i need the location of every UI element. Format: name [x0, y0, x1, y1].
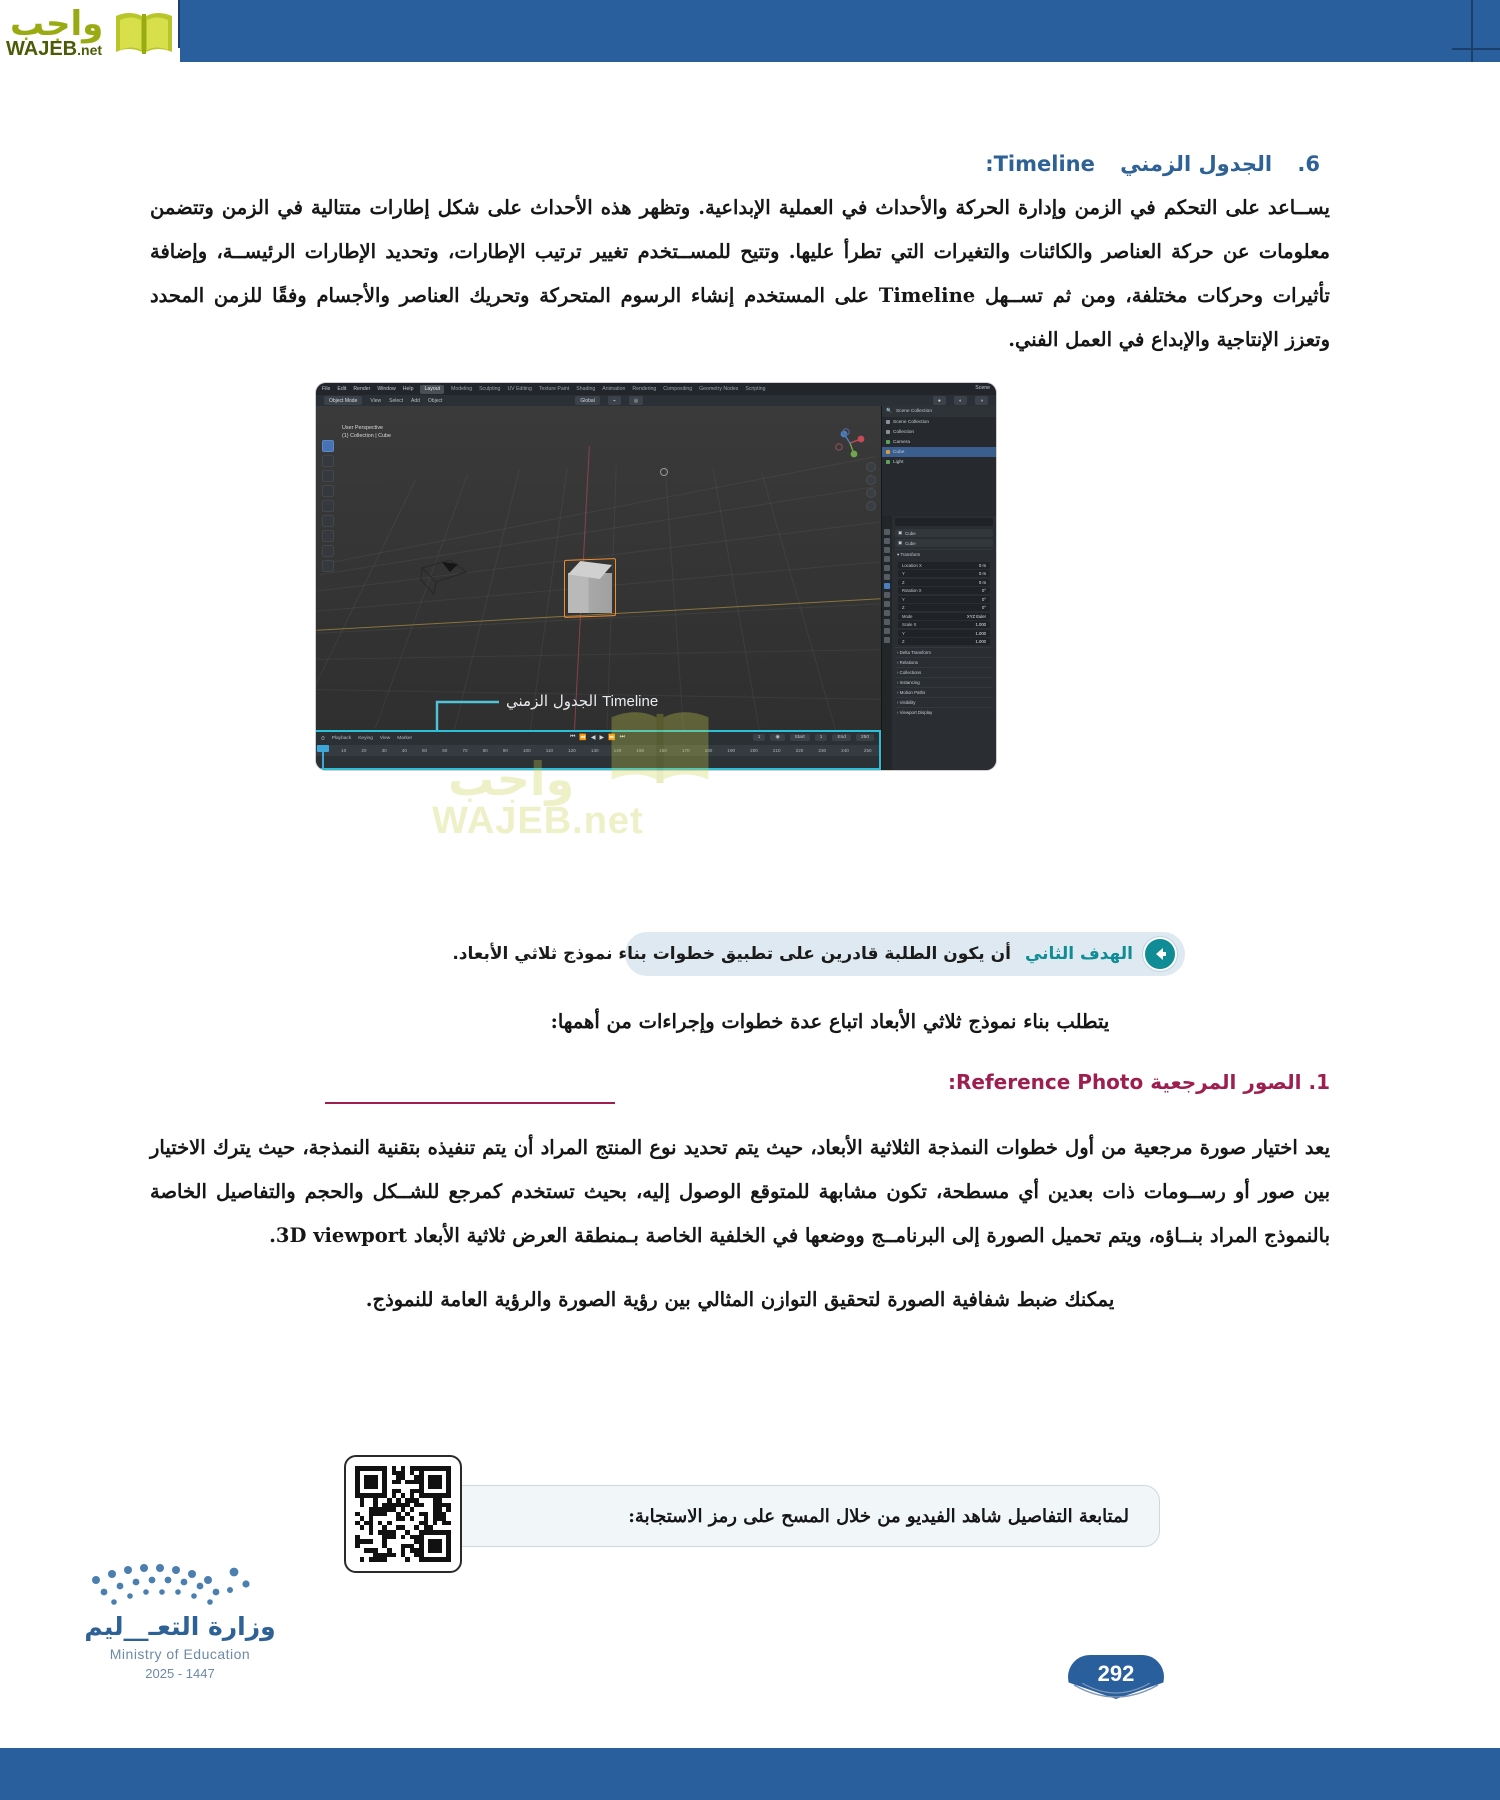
- navigation-gizmo-icon[interactable]: [835, 428, 865, 458]
- qr-module: [378, 1557, 383, 1562]
- next-keyframe-icon[interactable]: ⏩: [608, 734, 616, 741]
- qr-module: [428, 1557, 433, 1562]
- property-section-header[interactable]: › Motion Paths: [895, 687, 993, 697]
- viewport-header: [316, 395, 996, 406]
- timeline-callout-label: [506, 692, 658, 710]
- qr-module: [446, 1557, 451, 1562]
- crop-mark-horizontal-right: [1452, 48, 1500, 50]
- bottom-band: [0, 1748, 1500, 1800]
- material-tab-icon[interactable]: [884, 637, 890, 643]
- ortho-toggle-icon[interactable]: [866, 501, 876, 511]
- outliner-label-scene-collection: Scene Collection: [893, 419, 929, 425]
- workspace-tab-scripting[interactable]: Scripting: [745, 386, 766, 392]
- timeline-tick: 170: [681, 748, 690, 753]
- timeline-tick: 210: [772, 748, 781, 753]
- ministry-name-ar: وزارة التعـ__ليم: [84, 1612, 276, 1641]
- tool-annotate-icon[interactable]: [322, 530, 334, 542]
- timeline-callout-connector: [429, 698, 501, 730]
- property-field[interactable]: Location X 0 m: [898, 562, 990, 569]
- objective-text: أن يكون الطلبة قادرين على تطبيق خطوات بناء نموذج ثلاثي الأبعاد.: [452, 944, 1011, 964]
- menu-file[interactable]: File: [322, 386, 331, 392]
- properties-tab-strip[interactable]: [882, 516, 892, 770]
- subsection-heading: [150, 1070, 1330, 1099]
- outliner-label-light: Light: [893, 459, 904, 465]
- scene-tab-icon[interactable]: [884, 565, 890, 571]
- timeline-callout-label-ar: الجدول الزمني: [506, 692, 598, 710]
- qr-module: [382, 1557, 387, 1562]
- blender-top-bar: [316, 383, 996, 395]
- outliner-viewlayer-label: Scene Collection: [895, 409, 932, 414]
- qr-module: [373, 1557, 378, 1562]
- outliner-label-camera: Camera: [893, 439, 911, 445]
- property-field[interactable]: Mode XYZ Euler: [898, 613, 990, 620]
- particles-tab-icon[interactable]: [884, 601, 890, 607]
- open-book-icon: [112, 6, 176, 58]
- timeline-tick: 120: [568, 748, 576, 753]
- menu-window[interactable]: Window: [377, 386, 396, 392]
- qr-module: [387, 1557, 392, 1562]
- property-field[interactable]: Scale X 1.000: [898, 621, 990, 628]
- timeline-tick: 190: [727, 748, 736, 753]
- workspace-tab-geometry-nodes[interactable]: Geometry Nodes: [699, 386, 739, 392]
- camera-icon: [886, 440, 890, 444]
- constraint-tab-icon[interactable]: [884, 619, 890, 625]
- mesh-icon: [886, 450, 890, 454]
- subsection-underline: [325, 1102, 615, 1104]
- brand-arabic-text: واجب: [10, 4, 104, 44]
- crop-mark-vertical-right: [1471, 0, 1473, 62]
- jump-end-icon[interactable]: ⏭: [619, 733, 626, 740]
- transform-orientation-selector[interactable]: Global: [575, 396, 599, 405]
- data-tab-icon[interactable]: [884, 628, 890, 634]
- tool-transform-icon[interactable]: [322, 515, 334, 527]
- watermark-latin: WAJEB.net: [432, 800, 644, 842]
- viewport-toolbar[interactable]: [320, 440, 334, 572]
- qr-module: [355, 1557, 360, 1562]
- timeline-tick: 50: [421, 748, 428, 753]
- section-title-ar: الجدول الزمني: [1120, 152, 1273, 176]
- qr-module: [424, 1557, 429, 1562]
- 3d-viewport[interactable]: [316, 406, 881, 730]
- outliner-row-scene-collection[interactable]: [882, 417, 996, 427]
- workspace-tab-texture-paint[interactable]: Texture Paint: [538, 386, 570, 392]
- tool-cursor-icon[interactable]: [322, 455, 334, 467]
- output-tab-icon[interactable]: [884, 547, 890, 553]
- camera-view-icon[interactable]: [866, 488, 876, 498]
- property-field[interactable]: Rotation X 0°: [898, 587, 990, 594]
- timeline-header: [316, 732, 879, 745]
- property-section-header[interactable]: › Visibility: [895, 697, 993, 707]
- timeline-track-area[interactable]: [316, 756, 879, 768]
- property-section-header[interactable]: › Viewport Display: [895, 707, 993, 717]
- timeline-frame-ruler[interactable]: [316, 745, 879, 756]
- start-frame-label: Start: [790, 734, 810, 741]
- object-tab-icon[interactable]: [884, 583, 890, 589]
- timeline-menu-playback[interactable]: Playback: [331, 736, 352, 741]
- qr-module: [433, 1557, 438, 1562]
- qr-module: [401, 1557, 406, 1562]
- timeline-tick: 200: [750, 748, 758, 753]
- timeline-menu-view[interactable]: View: [379, 736, 391, 741]
- outliner-label-collection: Collection: [893, 429, 915, 435]
- properties-collapsed-sections: [895, 647, 993, 717]
- property-section-header[interactable]: › Instancing: [895, 677, 993, 687]
- render-tab-icon[interactable]: [884, 538, 890, 544]
- section-number: 6.: [1297, 152, 1320, 176]
- timeline-frame-controls[interactable]: [753, 734, 874, 741]
- object-mode-selector[interactable]: Object Mode: [324, 396, 362, 405]
- objective-title: الهدف الثاني: [1024, 944, 1133, 964]
- property-field[interactable]: Z 0°: [898, 604, 990, 611]
- workspace-tab-uv-editing[interactable]: UV Editing: [507, 386, 532, 392]
- top-band: [0, 0, 1500, 62]
- viewlayer-tab-icon[interactable]: [884, 556, 890, 562]
- qr-module: [396, 1557, 401, 1562]
- workspace-tab-modeling[interactable]: Modeling: [451, 386, 473, 392]
- timeline-tick: 180: [704, 748, 713, 753]
- timeline-tick: 160: [659, 748, 667, 753]
- qr-module: [392, 1557, 397, 1562]
- scene-selector[interactable]: Scene: [975, 385, 990, 391]
- qr-module: [405, 1557, 410, 1562]
- collection-icon: [886, 420, 890, 424]
- timeline-tick: 100: [523, 748, 531, 753]
- world-tab-icon[interactable]: [884, 574, 890, 580]
- tool-measure-icon[interactable]: [322, 545, 334, 557]
- timeline-tick: 90: [502, 748, 508, 753]
- menu-render[interactable]: Render: [353, 386, 371, 392]
- intro-paragraph: يتطلب بناء نموذج ثلاثي الأبعاد اتباع عدة خطوات وإجراءات من أهمها:: [550, 1010, 1110, 1033]
- properties-content: [892, 516, 996, 770]
- tool-scale-icon[interactable]: [322, 500, 334, 512]
- timeline-tick: 80: [482, 748, 488, 753]
- workspace-tab-rendering[interactable]: Rendering: [632, 386, 657, 392]
- timeline-tick: 70: [462, 748, 468, 753]
- proportional-edit-icon[interactable]: ◎: [629, 396, 643, 405]
- timeline-editor[interactable]: [316, 730, 881, 770]
- play-icon[interactable]: ▶: [599, 734, 605, 741]
- mesh-icon: ▣: [898, 530, 903, 535]
- section-paragraph: يســاعد على التحكم في الزمن وإدارة الحركة والأحداث في العملية الإبداعية. وتظهر هذه الأحداث على شكل إطارات متتالية في الزمن وتتضمن معلومات عن حركة العناصر والكائنات والتغيرات التي تطرأ عليها. وتتيح للمســتخدم تغيير ترتيب الإطارات، وتحديد الإطارات الرئيســة، وإضافة تأثيرات وحركات مختلفة، ومن ثم تســهل Timeline على المستخدم إنشاء الرسوم المتحركة وتحريك العناصر والأجسام وفقًا للزمن المحدد وتعزز الإنتاجية والإبداع في العمل الفني.: [150, 196, 1330, 351]
- property-field[interactable]: Y 0°: [898, 596, 990, 603]
- shading-rendered-icon[interactable]: ◑: [975, 396, 988, 405]
- timeline-editor-type-icon[interactable]: ⏱: [321, 736, 325, 742]
- outliner-panel[interactable]: [881, 406, 996, 516]
- shading-material-icon[interactable]: ◐: [954, 396, 967, 405]
- workspace-tab-sculpting[interactable]: Sculpting: [479, 386, 501, 392]
- qr-module: [442, 1557, 447, 1562]
- subsection-title-en: Reference Photo:: [948, 1070, 1144, 1094]
- timeline-tick: 150: [636, 748, 645, 753]
- viewport-menu-object[interactable]: Object: [427, 397, 443, 404]
- timeline-tick: 130: [590, 748, 599, 753]
- tool-move-icon[interactable]: [322, 470, 334, 482]
- qr-module: [414, 1557, 419, 1562]
- viewport-menu-add[interactable]: Add: [411, 397, 420, 404]
- pan-icon[interactable]: [866, 475, 876, 485]
- zoom-icon[interactable]: [866, 462, 876, 472]
- tool-add-cube-icon[interactable]: [322, 560, 334, 572]
- qr-module: [410, 1557, 415, 1562]
- ministry-dots-icon: [84, 1550, 264, 1608]
- objective-banner: [452, 932, 1185, 976]
- physics-tab-icon[interactable]: [884, 610, 890, 616]
- qr-module: [419, 1557, 424, 1562]
- timeline-tick: 40: [401, 748, 407, 753]
- current-frame-field[interactable]: 1: [753, 734, 766, 741]
- play-reverse-icon[interactable]: ◀: [590, 734, 596, 741]
- timeline-tick: 60: [442, 748, 448, 753]
- viewport-menu-view[interactable]: View: [370, 397, 382, 404]
- light-object-icon[interactable]: [660, 468, 668, 476]
- auto-keying-icon[interactable]: ◉: [770, 734, 784, 741]
- timeline-playhead-handle[interactable]: [317, 745, 329, 752]
- cube-selection-outline: [564, 558, 616, 618]
- outliner-row-cube[interactable]: [882, 447, 996, 457]
- timeline-tick: 250: [863, 748, 872, 753]
- outliner-header: [882, 406, 996, 417]
- properties-breadcrumb-scene: ▣ Cube: [895, 529, 993, 537]
- timeline-tick: 10: [341, 748, 347, 753]
- qr-module: [364, 1557, 369, 1562]
- site-brand: [4, 2, 180, 60]
- arrow-left-circle-icon: [1143, 937, 1177, 971]
- qr-module: [437, 1557, 442, 1562]
- menu-help[interactable]: Help: [402, 386, 414, 392]
- blender-screenshot: [316, 383, 996, 770]
- property-section-header[interactable]: › Relations: [895, 657, 993, 667]
- start-frame-field[interactable]: 1: [815, 734, 828, 741]
- property-section-header[interactable]: › Collections: [895, 667, 993, 677]
- timeline-menu-marker[interactable]: Marker: [397, 736, 413, 741]
- qr-module: [360, 1557, 365, 1562]
- timeline-tick: 140: [613, 748, 622, 753]
- end-frame-field[interactable]: 250: [856, 734, 874, 741]
- cube-object[interactable]: [562, 561, 620, 619]
- viewport-nav-controls[interactable]: [865, 462, 876, 511]
- property-field[interactable]: Y 1.000: [898, 630, 990, 637]
- section-heading: [150, 152, 1330, 176]
- page-number-badge: [1068, 1655, 1164, 1699]
- property-field[interactable]: Y 0 m: [898, 570, 990, 577]
- timeline-tick: 110: [545, 748, 554, 753]
- timeline-tick: 30: [381, 748, 387, 753]
- snapping-icon[interactable]: ⌁: [608, 396, 621, 405]
- tool-rotate-icon[interactable]: [322, 485, 334, 497]
- outliner-row-collection[interactable]: [882, 427, 996, 437]
- light-icon: [886, 460, 890, 464]
- timeline-tick: 240: [841, 748, 849, 753]
- viewport-info-overlay: User Perspective (1) Collection | Cube: [342, 425, 392, 439]
- properties-breadcrumb-object: ▣ Cube: [895, 539, 993, 547]
- camera-object[interactable]: [420, 558, 472, 596]
- properties-panel[interactable]: [881, 516, 996, 770]
- qr-module: [369, 1557, 374, 1562]
- subsection-number: 1.: [1308, 1070, 1330, 1094]
- timeline-menu-keying[interactable]: Keying: [358, 736, 373, 741]
- menu-edit[interactable]: Edit: [337, 386, 347, 392]
- outliner-row-camera[interactable]: [882, 437, 996, 447]
- subsection-paragraph: يعد اختيار صورة مرجعية من أول خطوات النمذجة الثلاثية الأبعاد، حيث يتم تحديد نوع المنتج المراد أن يتم تنفيذه بتقنية النمذجة، حيث يترك الاختيار بين صور أو رســومات ذات بعدين أي مسطحة، تكون مشابهة للمتوقع الوصول إليه، بحيث تستخدم كمرجع للشــكل والحجم والتفاصيل الخاصة بالنموذج المراد بنــاؤه، ويتم تحميل الصورة إلى البرنامــج ووضعها في الخلفية الخاصة بـمنطقة العرض ثلاثية الأبعاد 3D viewport.: [150, 1136, 1330, 1247]
- modifier-tab-icon[interactable]: [884, 592, 890, 598]
- workspace-tab-layout[interactable]: Layout: [420, 385, 444, 394]
- tool-select-box-icon[interactable]: [322, 440, 334, 452]
- timeline-transport-controls[interactable]: [570, 734, 625, 741]
- ministry-year: 2025 - 1447: [145, 1666, 215, 1681]
- properties-field-list: [895, 562, 993, 646]
- properties-search-input[interactable]: [895, 518, 993, 526]
- properties-section-transform[interactable]: ▾ Transform: [895, 549, 993, 560]
- page-number-arcs: [1072, 1683, 1160, 1705]
- outliner-row-light[interactable]: [882, 457, 996, 467]
- end-frame-label: End: [832, 734, 851, 741]
- page-number: 292: [1097, 1661, 1135, 1686]
- prev-keyframe-icon[interactable]: ⏪: [579, 734, 587, 741]
- shading-solid-icon[interactable]: ●: [933, 396, 946, 405]
- qr-note-text: لمتابعة التفاصيل شاهد الفيديو من خلال المسح على رمز الاستجابة:: [628, 1505, 1129, 1527]
- brand-latin-text: WAJEB.net: [6, 38, 103, 60]
- ministry-logo: [70, 1550, 310, 1690]
- property-field[interactable]: Z 0 m: [898, 579, 990, 586]
- property-field[interactable]: Z 1.000: [898, 638, 990, 645]
- collection-icon: [886, 430, 890, 434]
- outliner-label-cube: Cube: [893, 449, 905, 455]
- tool-tab-icon[interactable]: [884, 529, 890, 535]
- timeline-callout-label-en: Timeline: [602, 693, 659, 710]
- qr-note-bubble: [430, 1485, 1160, 1547]
- timeline-tick: 230: [818, 748, 827, 753]
- object-icon: ▣: [898, 540, 903, 545]
- section-title-en: Timeline:: [985, 152, 1095, 176]
- timeline-tick: 20: [361, 748, 367, 753]
- subsection-title-ar: الصور المرجعية: [1150, 1070, 1302, 1094]
- ministry-name-en: Ministry of Education: [109, 1646, 251, 1662]
- workspace-tab-animation[interactable]: Animation: [602, 386, 626, 392]
- watermark-arabic: واجب: [448, 752, 575, 806]
- qr-code-icon[interactable]: [344, 1455, 462, 1573]
- outliner-search-icon[interactable]: 🔍: [886, 409, 892, 414]
- workspace-tab-shading[interactable]: Shading: [576, 386, 596, 392]
- jump-start-icon[interactable]: ⏮: [569, 733, 576, 740]
- property-section-header[interactable]: › Delta Transform: [895, 647, 993, 657]
- workspace-tab-compositing[interactable]: Compositing: [663, 386, 693, 392]
- subsection-note: يمكنك ضبط شفافية الصورة لتحقيق التوازن المثالي بين رؤية الصورة والرؤية العامة للنموذج.: [365, 1288, 1115, 1311]
- viewport-menu-select[interactable]: Select: [389, 397, 404, 404]
- timeline-tick: 220: [795, 748, 804, 753]
- qr-code-matrix: [355, 1466, 451, 1562]
